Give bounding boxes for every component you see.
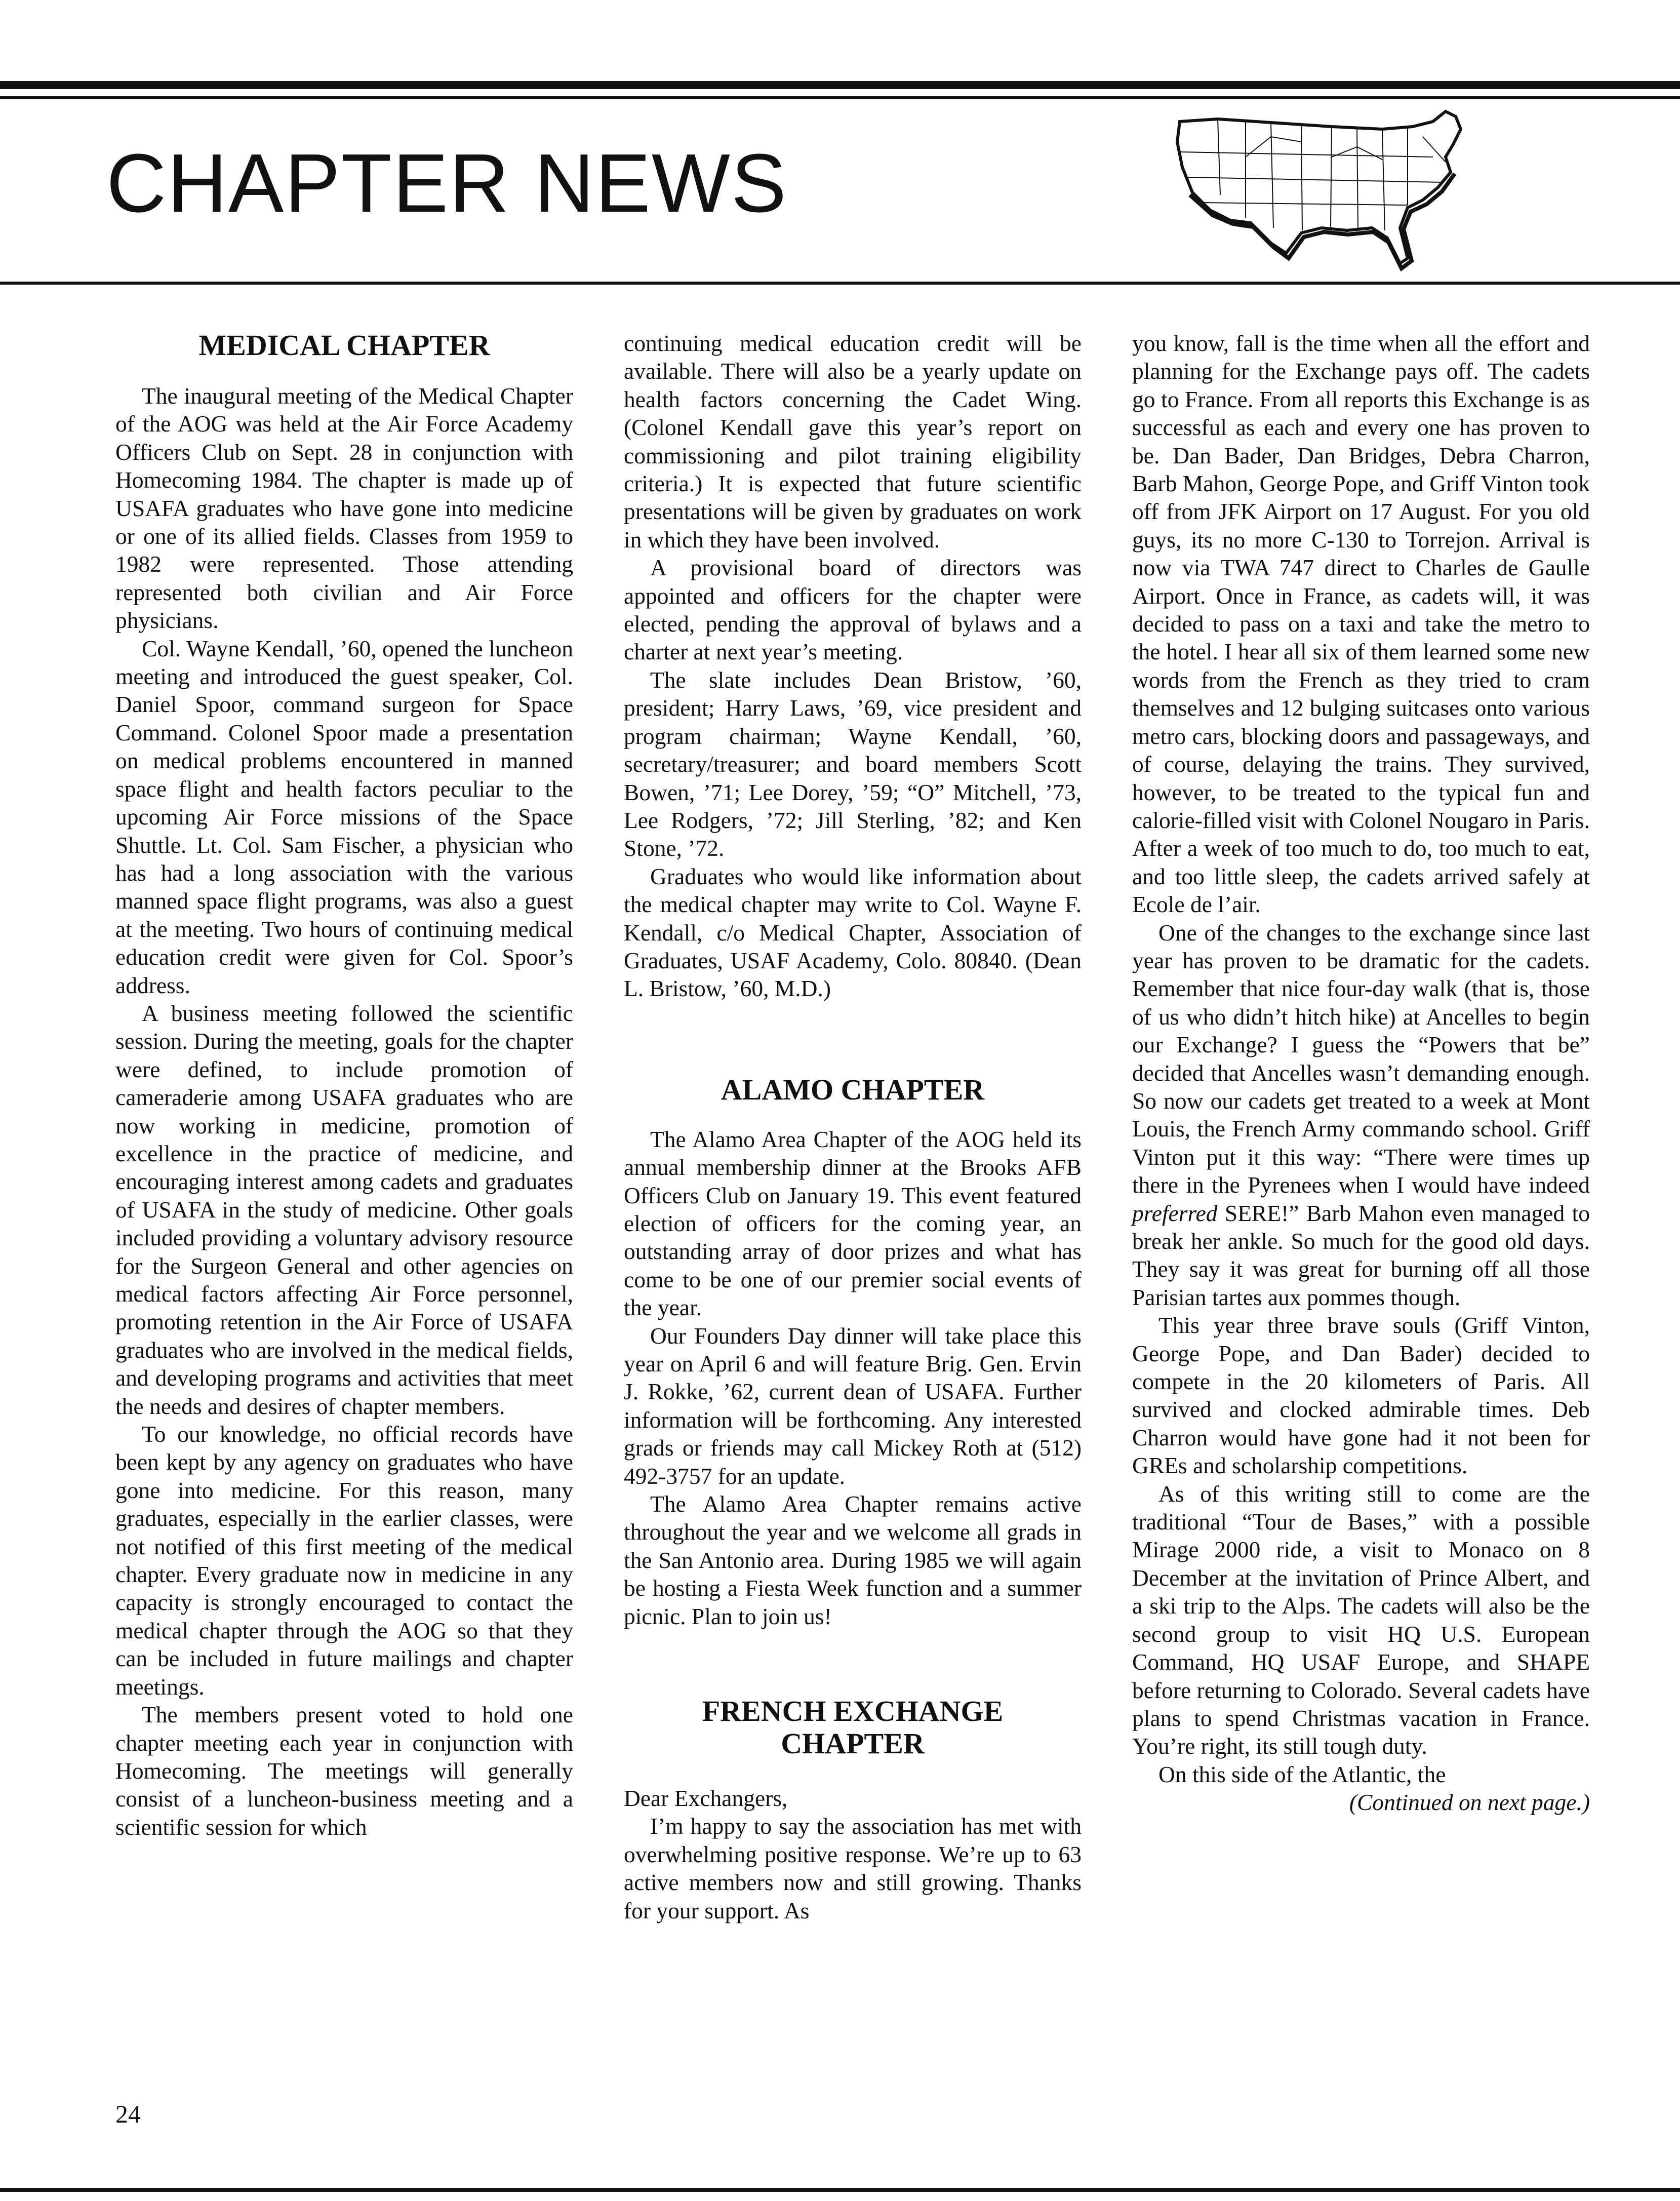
page-number: 24 — [115, 2100, 141, 2128]
column-1 — [115, 329, 573, 1841]
alamo-chapter-heading: ALAMO CHAPTER — [721, 1073, 985, 1106]
top-rule-thin — [0, 96, 1680, 99]
medical-paragraph: The members present voted to hold one chapter meeting each year in conjunction with Homecoming. The meetings will generally consist of a luncheon-business meeting and a scientific session for which — [115, 1702, 573, 1840]
alamo-paragraph: The Alamo Area Chapter remains active throughout the year and we welcome all grads in the San Antonio area. During 1985 we will again be hosting a Fiesta Week function and a summer picnic. Plan to join us! — [624, 1491, 1082, 1629]
french-paragraph: As of this writing still to come are the traditional “Tour de Bases,” with a possible Mirage 2000 ride, a visit to Monaco on 8 December at the invitation of Prince Albert, and a ski trip to the Alps. The cadets will also be the second group to visit HQ U.S. European Command, HQ USAF Europe, and SHAPE before returning to Colorado. Several cadets have plans to spend Christmas vacation in France. You’re right, its still tough duty. — [1132, 1480, 1590, 1759]
top-rule — [0, 81, 1680, 89]
medical-paragraph: The slate includes Dean Bristow, ’60, president; Harry Laws, ’69, vice president and program chairman; Wayne Kendall, ’60, secretary/treasurer; and board members Scott Bowen, ’71; Lee Dorey, ’59; “O” Mitchell, ’73, Lee Rodgers, ’72; Jill Sterling, ’82; and Ken Stone, ’72. — [624, 666, 1082, 861]
medical-paragraph: A business meeting followed the scientific session. During the meeting, goals for the chapter were defined, to include promotion of cameraderie among USAFA graduates who are now working in medicine, promotion of excellence in the practice of medicine, and encouraging interest among cadets and graduates of USAFA in the study of medicine. Other goals included providing a voluntary advisory resource for the Surgeon General and other agencies on medical factors affecting Air Force personnel, promoting retention in the Air Force of USAFA graduates who are involved in the medical fields, and developing programs and activities that meet the needs and desires of chapter members. — [115, 1000, 573, 1419]
us-map-icon — [1170, 106, 1494, 279]
french-paragraph-part: One of the changes to the exchange since last year has proven to be dramatic for the cadets. Remember that nice four-day walk (that is, those of us who didn’t hitch hike) at Ancelles to begin our Exchange? I guess the “Powers that be” decided that Ancelles wasn’t demanding enough. So now our cadets get treated to a week at Mont Louis, the French Army commando school. Griff Vinton put it this way: “There were times up there in the Pyrenees when I would have indeed — [1132, 919, 1590, 1198]
medical-paragraph: To our knowledge, no official records have been kept by any agency on graduates who have gone into medicine. For this reason, many graduates, especially in the earlier classes, were not notified of this first meeting of the medical chapter. Every graduate now in medicine in any capacity is strongly encouraged to contact the medical chapter through the AOG so that they can be included in future mailings and chapter meetings. — [115, 1421, 573, 1700]
column-2 — [624, 329, 1082, 1924]
french-paragraph: On this side of the Atlantic, the — [1158, 1761, 1446, 1787]
alamo-paragraph: Our Founders Day dinner will take place this year on April 6 and will feature Brig. Gen. Ervin J. Rokke, ’62, current dean of USAFA. Further information will be forthcoming. Any interested grads or friends may call Mickey Roth at (512) 492-3757 for an update. — [624, 1322, 1082, 1489]
french-heading-line1: FRENCH EXCHANGE — [702, 1695, 1004, 1728]
french-exchange-heading — [624, 1695, 1082, 1760]
medical-paragraph: A provisional board of directors was appointed and officers for the chapter were elected, pending the approval of bylaws and a charter at next year’s meeting. — [624, 555, 1082, 665]
french-paragraph — [1132, 919, 1590, 1312]
alamo-paragraph: The Alamo Area Chapter of the AOG held its annual membership dinner at the Brooks AFB Officers Club on January 19. This event featured election of officers for the coming year, an outstanding array of door prizes and what has come to be one of our premier social events of the year. — [624, 1126, 1082, 1321]
french-heading-line2: CHAPTER — [781, 1727, 925, 1760]
french-paragraph: you know, fall is the time when all the effort and planning for the Exchange pays off. The cadets go to France. From all reports this Exchange is as successful as each and every one has proven to be. Dan Bader, Dan Bridges, Debra Charron, Barb Mahon, George Pope, and Griff Vinton took off from JFK Airport on 17 August. For you old guys, its no more C-130 to Torrejon. Arrival is now via TWA 747 direct to Charles de Gaulle Airport. Once in France, as cadets will, it was decided to pass on a taxi and take the metro to the hotel. I hear all six of them learned some new words from the French as they tried to cram themselves and 12 bulging suitcases onto various metro cars, blocking doors and passageways, and of course, delaying the trains. They survived, however, to be treated to the typical fun and calorie-filled visit with Colonel Nougaro in Paris. After a week of too much to do, too much to eat, and too little sleep, the cadets arrived safely at Ecole de l’air. — [1132, 330, 1590, 918]
bottom-rule — [0, 2188, 1680, 2192]
french-paragraph: I’m happy to say the association has met with overwhelming positive response. We’re up to 63 active members now and still growing. Thanks for your support. As — [624, 1813, 1082, 1923]
french-emphasis: preferred — [1132, 1200, 1218, 1226]
french-paragraph-part: SERE!” Barb Mahon even managed to break her ankle. So much for the good old days. They say it was great for burning off all those Parisian tartes aux pommes though. — [1132, 1200, 1590, 1310]
column-3 — [1132, 329, 1590, 1817]
header-rule — [0, 282, 1680, 285]
medical-paragraph: Col. Wayne Kendall, ’60, opened the luncheon meeting and introduced the guest speaker, Col. Daniel Spoor, command surgeon for Space Command. Colonel Spoor made a presentation on medical problems encountered in manned space flight and health factors peculiar to the upcoming Air Force missions of the Space Shuttle. Lt. Col. Sam Fischer, a physician who has had a long association with the various manned space flight programs, was also a guest at the meeting. Two hours of continuing medical education credit were given for Col. Spoor’s address. — [115, 635, 573, 998]
french-paragraph: This year three brave souls (Griff Vinton, George Pope, and Dan Bader) decided to compete in the 20 kilometers of Paris. All survived and clocked admirable times. Deb Charron would have gone had it not been for GREs and scholarship competitions. — [1132, 1312, 1590, 1479]
medical-paragraph: The inaugural meeting of the Medical Chapter of the AOG was held at the Air Force Academy Officers Club on Sept. 28 in conjunction with Homecoming 1984. The chapter is made up of USAFA graduates who have gone into medicine or one of its allied fields. Classes from 1959 to 1982 were represented. Those attending represented both civilian and Air Force physicians. — [115, 383, 573, 634]
medical-paragraph: Graduates who would like information about the medical chapter may write to Col. Wayne F. Kendall, c/o Medical Chapter, Association of Graduates, USAF Academy, Colo. 80840. (Dean L. Bristow, ’60, M.D.) — [624, 863, 1082, 1002]
page-title: CHAPTER NEWS — [106, 137, 788, 229]
medical-chapter-heading: MEDICAL CHAPTER — [198, 329, 490, 362]
medical-paragraph: continuing medical education credit will be available. There will also be a yearly update on health factors concerning the Cadet Wing. (Colonel Kendall gave this year’s report on commissioning and pilot training eligibility criteria.) It is expected that future scientific presentations will be given by graduates on work in which they have been involved. — [624, 330, 1082, 553]
continued-note: (Continued on next page.) — [1349, 1789, 1590, 1816]
french-salutation: Dear Exchangers, — [624, 1785, 788, 1812]
